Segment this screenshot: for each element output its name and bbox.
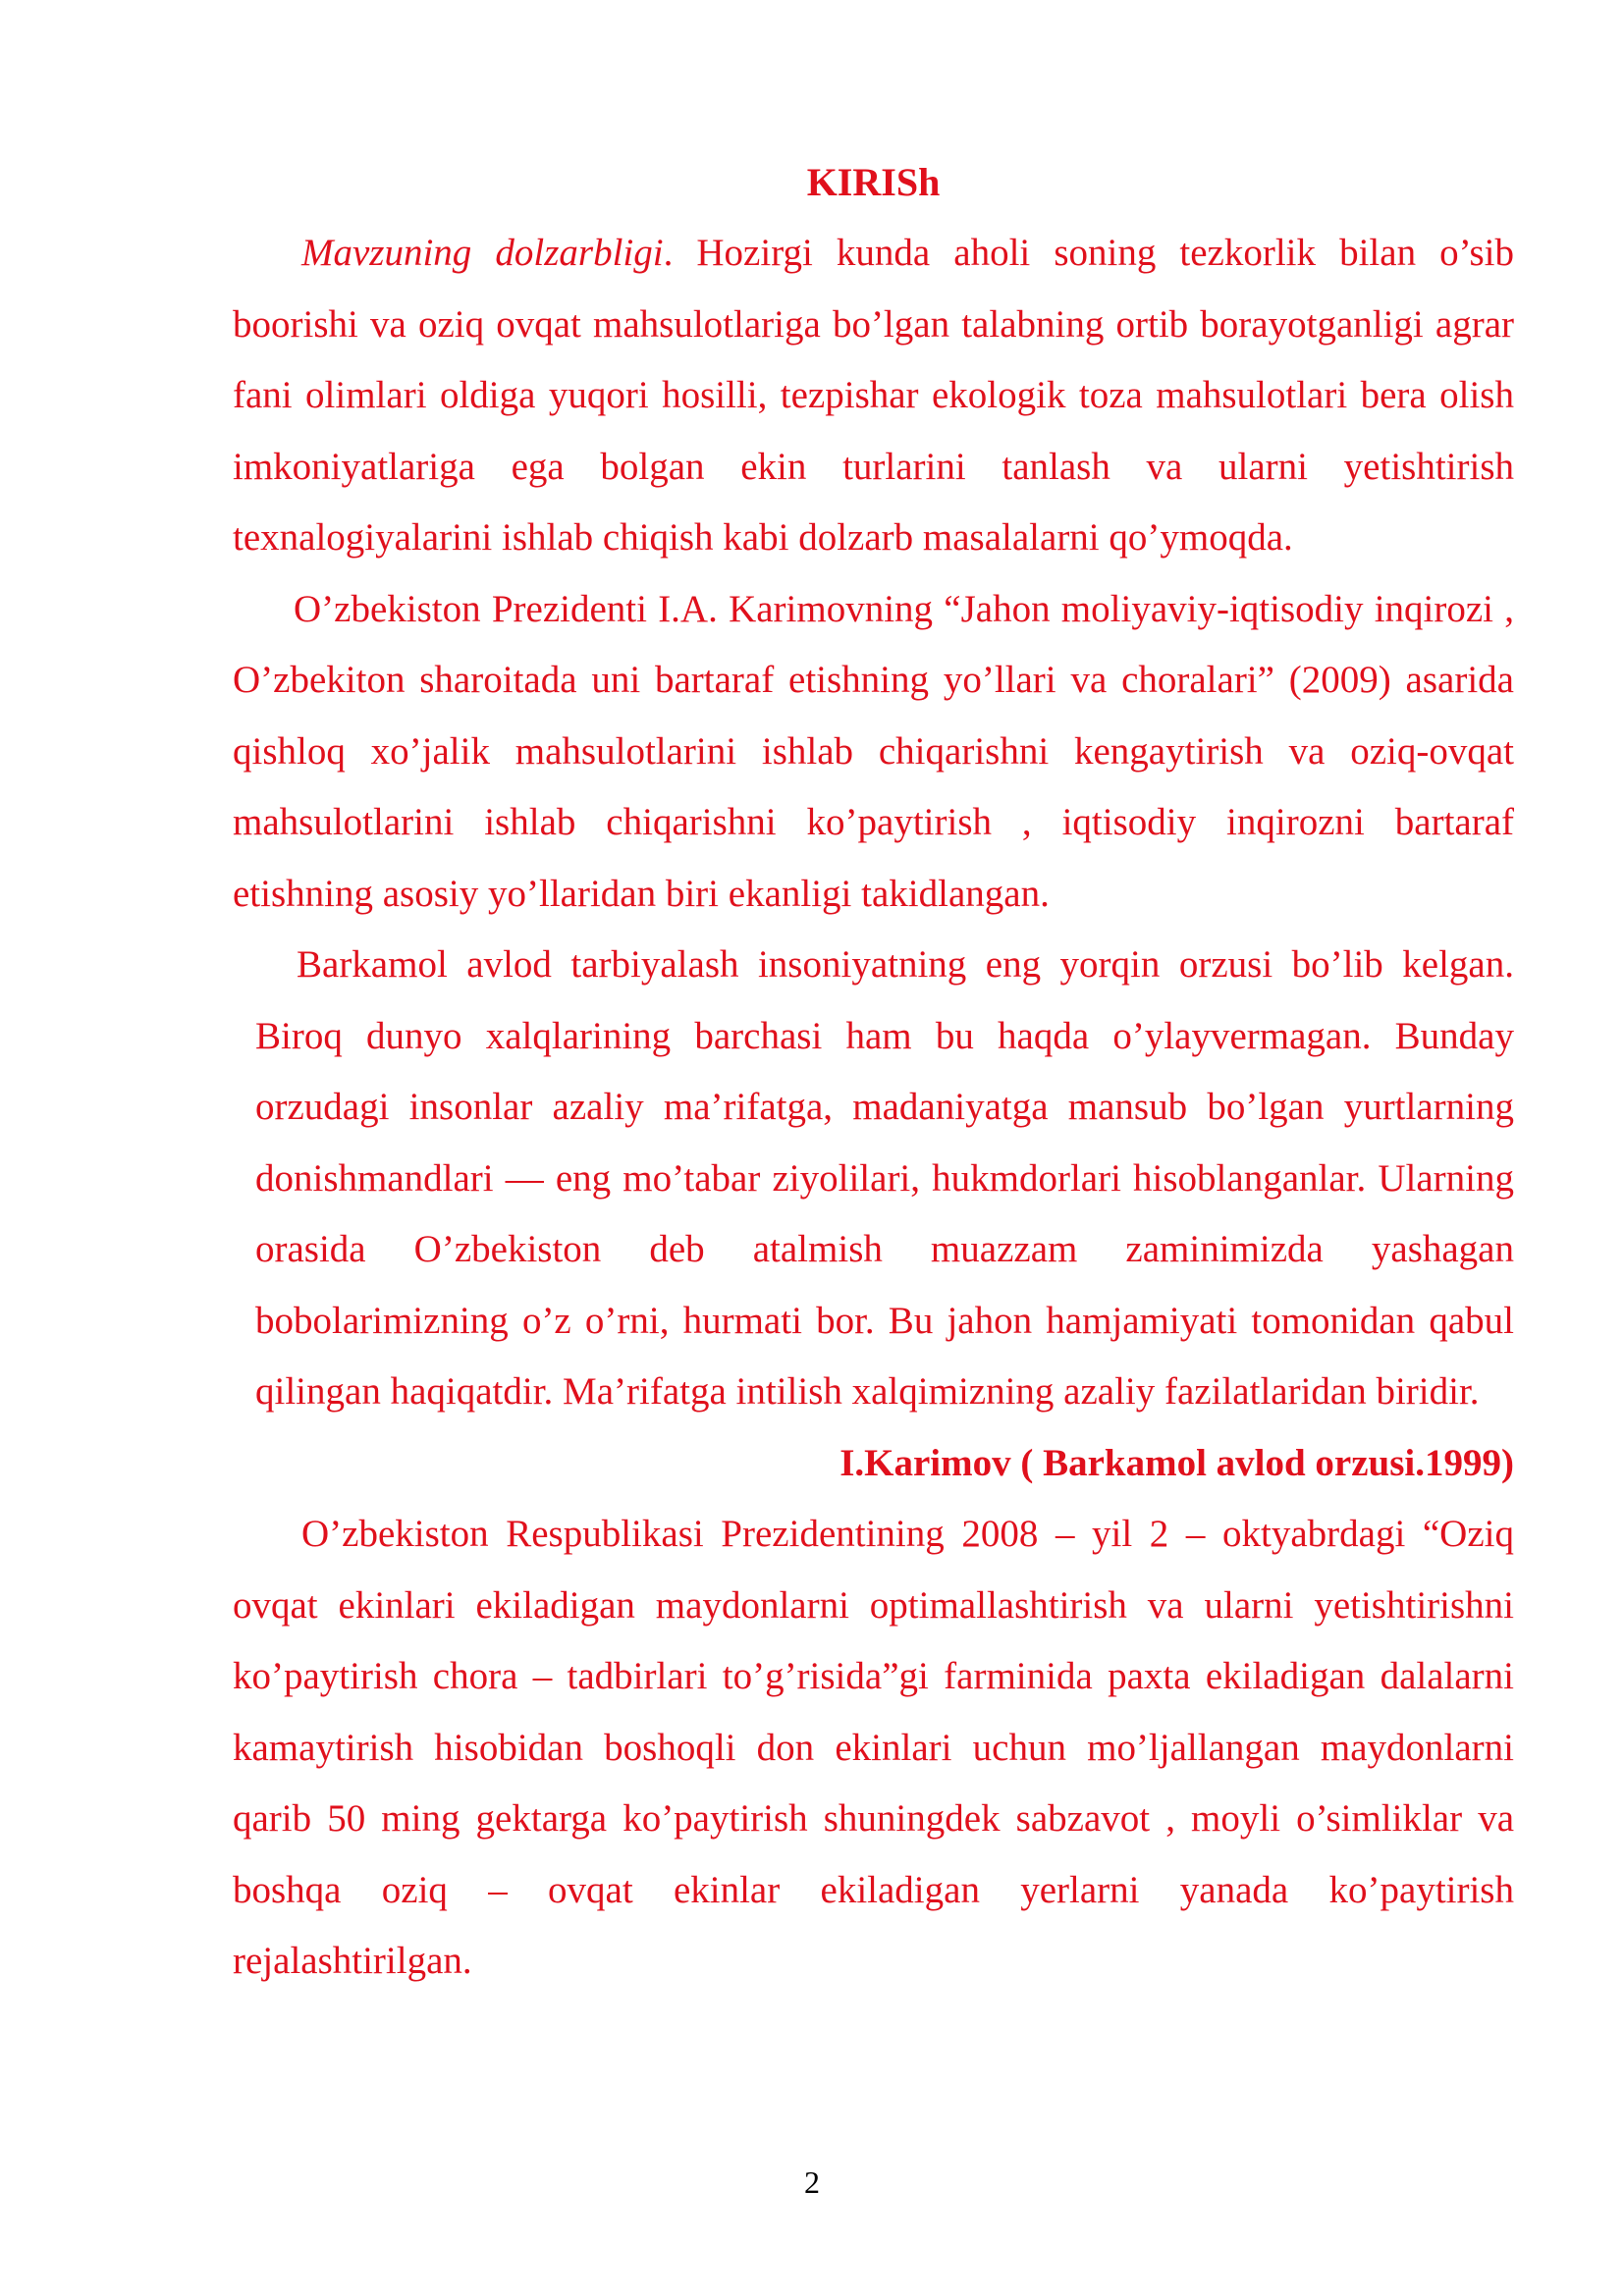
paragraph-president: O’zbekiston Prezidenti I.A. Karimovning “Jahon moliyaviy-iqtisodiy inqirozi , O’zbekiton sharoitada uni bartaraf etishning yo’llari va choralari” (2009) asarida qishloq xo’jalik mahsulotlarini ishlab chiqarishni kengaytirish va oziq-ovqat mahsulotlarini ishlab chiqarishni ko’paytirish , iqtisodiy inqirozni bartaraf etishning asosiy yo’llaridan biri ekanligi takidlangan. [233,587,1514,915]
document-page [233,147,1514,1998]
page-number: 2 [804,2164,820,2200]
paragraph-relevance [233,218,1514,574]
paragraph-decree: O’zbekiston Respublikasi Prezidentining 2008 – yil 2 – oktyabrdagi “Oziq ovqat ekinlari ekiladigan maydonlarni optimallashtirish va ularni yetishtirishni ko’paytirish chora – tadbirlari to’g’risida”gi farminida paxta ekiladigan dalalarni kamaytirish hisobidan boshoqli don ekinlari uchun mo’ljallangan maydonlarni qarib 50 ming gektarga ko’paytirish shuningdek sabzavot , moyli o’simliklar va boshqa oziq – ovqat ekinlar ekiladigan yerlarni yanada ko’paytirish rejalashtirilgan. [233,1513,1514,1982]
quote-block [255,930,1514,1428]
paragraph-lead: Mavzuning dolzarbligi [301,232,664,274]
paragraph-text: . Hozirgi kunda aholi soning tezkorlik bilan o’sib boorishi va oziq ovqat mahsulotlariga bo’lgan talabning ortib borayotganligi agrar fani olimlari oldiga yuqori hosilli, tezpishar ekologik toza mahsulotlari bera olish imkoniyatlariga ega bolgan ekin turlarini tanlash va ularni yetishtirish texnalogiyalarini ishlab chiqish kabi dolzarb masalalarni qo’ymoqda. [233,232,1514,559]
document-title: KIRISh [806,160,941,204]
quote-text: Barkamol avlod tarbiyalash insoniyatning eng yorqin orzusi bo’lib kelgan. Biroq dunyo xalqlarining barchasi ham bu haqda o’ylayvermagan. Bunday orzudagi insonlar azaliy ma’rifatga, madaniyatga mansub bo’lgan yurtlarning donishmandlari — eng mo’tabar ziyolilari, hukmdorlari hisoblanganlar. Ularning orasida O’zbekiston deb atalmish muazzam zaminimizda yashagan bobolarimizning o’z o’rni, hurmati bor. Bu jahon hamjamiyati tomonidan qabul qilingan haqiqatdir. Ma’rifatga intilish xalqimizning azaliy fazilatlaridan biridir. [255,943,1514,1413]
quote-attribution: I.Karimov ( Barkamol avlod orzusi.1999) [839,1441,1514,1484]
